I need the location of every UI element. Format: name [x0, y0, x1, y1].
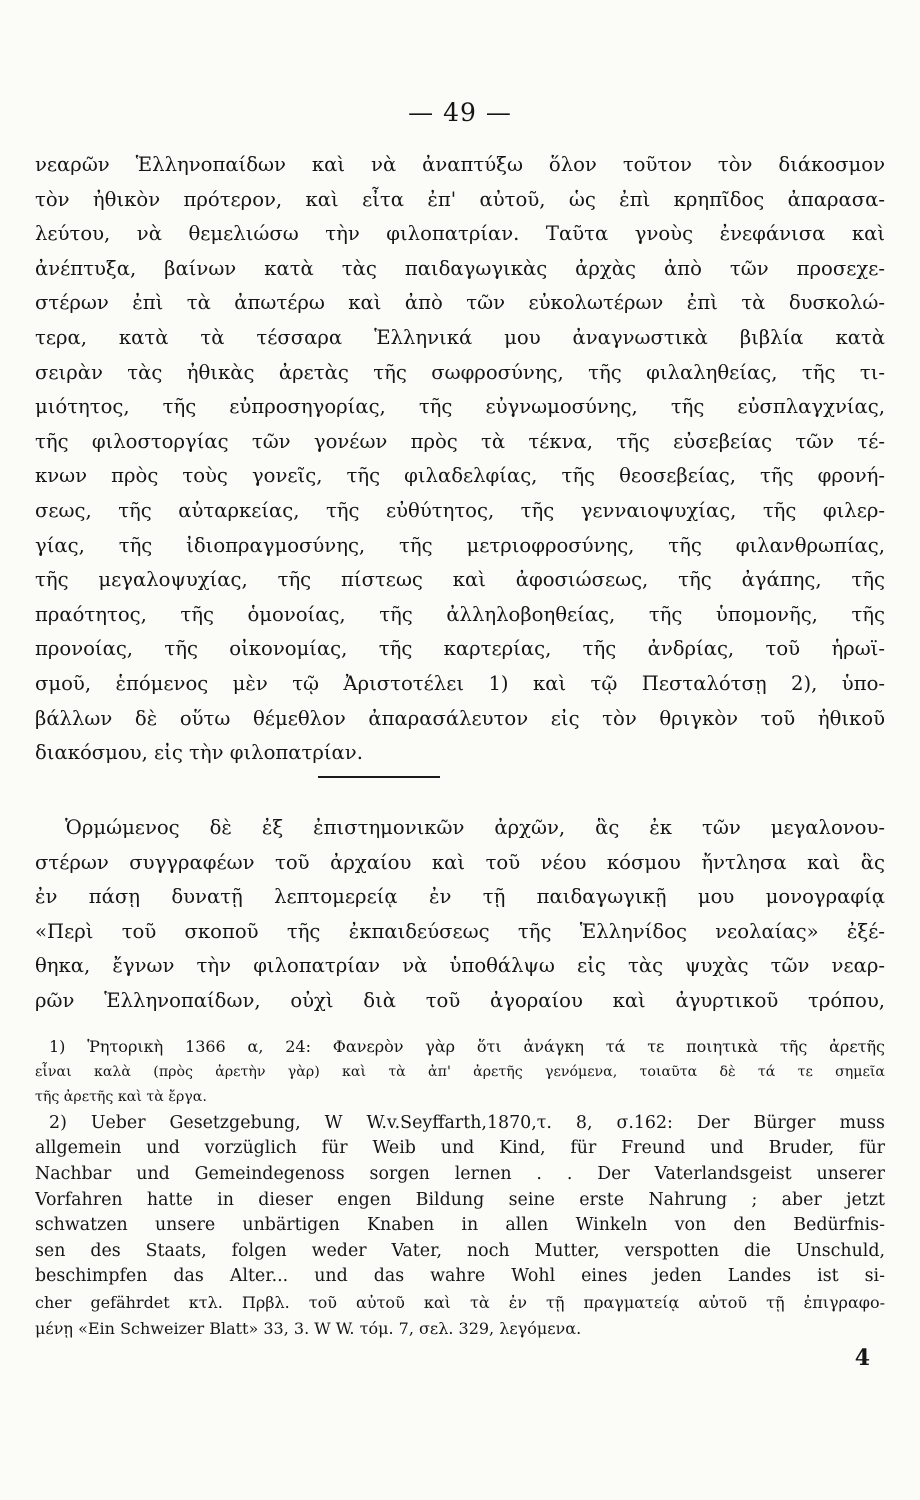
text-line: τερα, κατὰ τὰ τέσσαρα Ἑλληνικά μου ἀναγνωστικὰ βιβλία κατὰ — [35, 325, 885, 349]
signature-mark: 4 — [854, 1345, 870, 1371]
text-line: ρῶν Ἑλληνοπαίδων, οὐχὶ διὰ τοῦ ἀγοραίου καὶ ἀγυρτικοῦ τρόπου, — [35, 988, 885, 1012]
paragraph-1 — [35, 148, 885, 771]
section-divider — [318, 776, 440, 778]
text-line: «Περὶ τοῦ σκοποῦ τῆς ἐκπαιδεύσεως τῆς Ἑλληνίδος νεολαίας» ἐξέ- — [35, 919, 885, 943]
text-line: ἀνέπτυξα, βαίνων κατὰ τὰς παιδαγωγικὰς ἀρχὰς ἀπὸ τῶν προσεχε- — [35, 256, 885, 280]
text-line: τὸν ἠθικὸν πρότερον, καὶ εἶτα ἐπ' αὐτοῦ, ὡς ἐπὶ κρηπῖδος ἀπαρασα- — [35, 187, 885, 211]
footnote-1-line: εἶναι καλὰ (πρὸς ἀρετὴν γὰρ) καὶ τὰ ἀπ' ἀρετῆς γενόμενα, τοιαῦτα δὲ τά τε σημεῖα — [35, 1063, 885, 1080]
text-line: ἐν πάσῃ δυνατῇ λεπτομερείᾳ ἐν τῇ παιδαγωγικῇ μου μονογραφίᾳ — [35, 885, 885, 909]
text-line: θηκα, ἔγνων τὴν φιλοπατρίαν νὰ ὑποθάλψω εἰς τὰς ψυχὰς τῶν νεαρ- — [35, 954, 885, 978]
text-line: σμοῦ, ἑπόμενος μὲν τῷ Ἀριστοτέλει 1) καὶ τῷ Πεσταλότσῃ 2), ὑπο- — [35, 671, 885, 695]
footnote-2-line: sen des Staats, folgen weder Vater, noch Mutter, verspotten die Unschuld, — [35, 1240, 885, 1261]
footnote-2-line: Vorfahren hatte in dieser engen Bildung seine erste Nahrung ; aber jetzt — [35, 1189, 885, 1210]
page-number-header: — 49 — — [408, 98, 512, 127]
footnote-2-line: 2) Ueber Gesetzgebung, W W.v.Seyffarth,1870,τ. 8, σ.162: Der Bürger muss — [49, 1112, 885, 1133]
text-line: γίας, τῆς ἰδιοπραγμοσύνης, τῆς μετριοφροσύνης, τῆς φιλανθρωπίας, — [35, 533, 885, 557]
footnotes — [35, 1034, 885, 1341]
footnote-2-line: beschimpfen das Alter... und das wahre Wohl eines jeden Landes ist si- — [35, 1266, 885, 1287]
footnote-2-line: Nachbar und Gemeindegenoss sorgen lernen . . Der Vaterlandsgeist unserer — [35, 1163, 885, 1184]
footnote-2-line: μένῃ «Ein Schweizer Blatt» 33, 3. W W. τόμ. 7, σελ. 329, λεγόμενα. — [35, 1318, 582, 1338]
footnote-2-line: cher gefährdet κτλ. Πρβλ. τοῦ αὐτοῦ καὶ τὰ ἐν τῇ πραγματείᾳ αὐτοῦ τῇ ἐπιγραφο- — [35, 1292, 885, 1312]
paragraph-2 — [35, 811, 885, 1019]
text-line: προνοίας, τῆς οἰκονομίας, τῆς καρτερίας, τῆς ἀνδρίας, τοῦ ἡρωϊ- — [35, 637, 885, 661]
text-line: βάλλων δὲ οὕτω θέμεθλον ἀπαρασάλευτον εἰς τὸν θριγκὸν τοῦ ἠθικοῦ — [35, 706, 885, 730]
text-line: νεαρῶν Ἑλληνοπαίδων καὶ νὰ ἀναπτύξω ὅλον τοῦτον τὸν διάκοσμον — [35, 153, 885, 176]
text-line: σειρὰν τὰς ἠθικὰς ἀρετὰς τῆς σωφροσύνης, τῆς φιλαληθείας, τῆς τι- — [35, 360, 885, 384]
text-line: Ὁρμώμενος δὲ ἐξ ἐπιστημονικῶν ἀρχῶν, ἃς ἐκ τῶν μεγαλονου- — [65, 816, 885, 839]
text-line: στέρων συγγραφέων τοῦ ἀρχαίου καὶ τοῦ νέου κόσμου ἤντλησα καὶ ἃς — [35, 850, 885, 874]
text-line: στέρων ἐπὶ τὰ ἀπωτέρω καὶ ἀπὸ τῶν εὐκολωτέρων ἐπὶ τὰ δυσκολώ- — [35, 291, 885, 315]
text-line: λεύτου, νὰ θεμελιώσω τὴν φιλοπατρίαν. Ταῦτα γνοὺς ἐνεφάνισα καὶ — [35, 222, 885, 246]
footnote-1-line: τῆς ἀρετῆς καὶ τὰ ἔργα. — [35, 1089, 207, 1106]
footnote-2-line: schwatzen unsere unbärtigen Knaben in allen Winkeln von den Bedürfnis- — [35, 1215, 885, 1236]
text-line: διακόσμου, εἰς τὴν φιλοπατρίαν. — [35, 741, 363, 765]
text-line: πραότητος, τῆς ὁμονοίας, τῆς ἀλληλοβοηθείας, τῆς ὑπομονῆς, τῆς — [35, 602, 885, 626]
text-line: τῆς φιλοστοργίας τῶν γονέων πρὸς τὰ τέκνα, τῆς εὐσεβείας τῶν τέ- — [35, 429, 885, 453]
footnote-2-line: allgemein und vorzüglich für Weib und Kind, für Freund und Bruder, für — [35, 1138, 885, 1159]
text-line: κνων πρὸς τοὺς γονεῖς, τῆς φιλαδελφίας, τῆς θεοσεβείας, τῆς φρονή- — [35, 464, 885, 488]
text-line: τῆς μεγαλοψυχίας, τῆς πίστεως καὶ ἀφοσιώσεως, τῆς ἀγάπης, τῆς — [35, 568, 885, 592]
footnote-1-line: 1) Ῥητορικὴ 1366 α, 24: Φανερὸν γὰρ ὅτι ἀνάγκη τά τε ποιητικὰ τῆς ἀρετῆς — [49, 1037, 885, 1056]
text-line: μιότητος, τῆς εὐπροσηγορίας, τῆς εὐγνωμοσύνης, τῆς εὐσπλαγχνίας, — [35, 395, 885, 419]
text-line: σεως, τῆς αὐταρκείας, τῆς εὐθύτητος, τῆς γενναιοψυχίας, τῆς φιλερ- — [35, 498, 885, 522]
